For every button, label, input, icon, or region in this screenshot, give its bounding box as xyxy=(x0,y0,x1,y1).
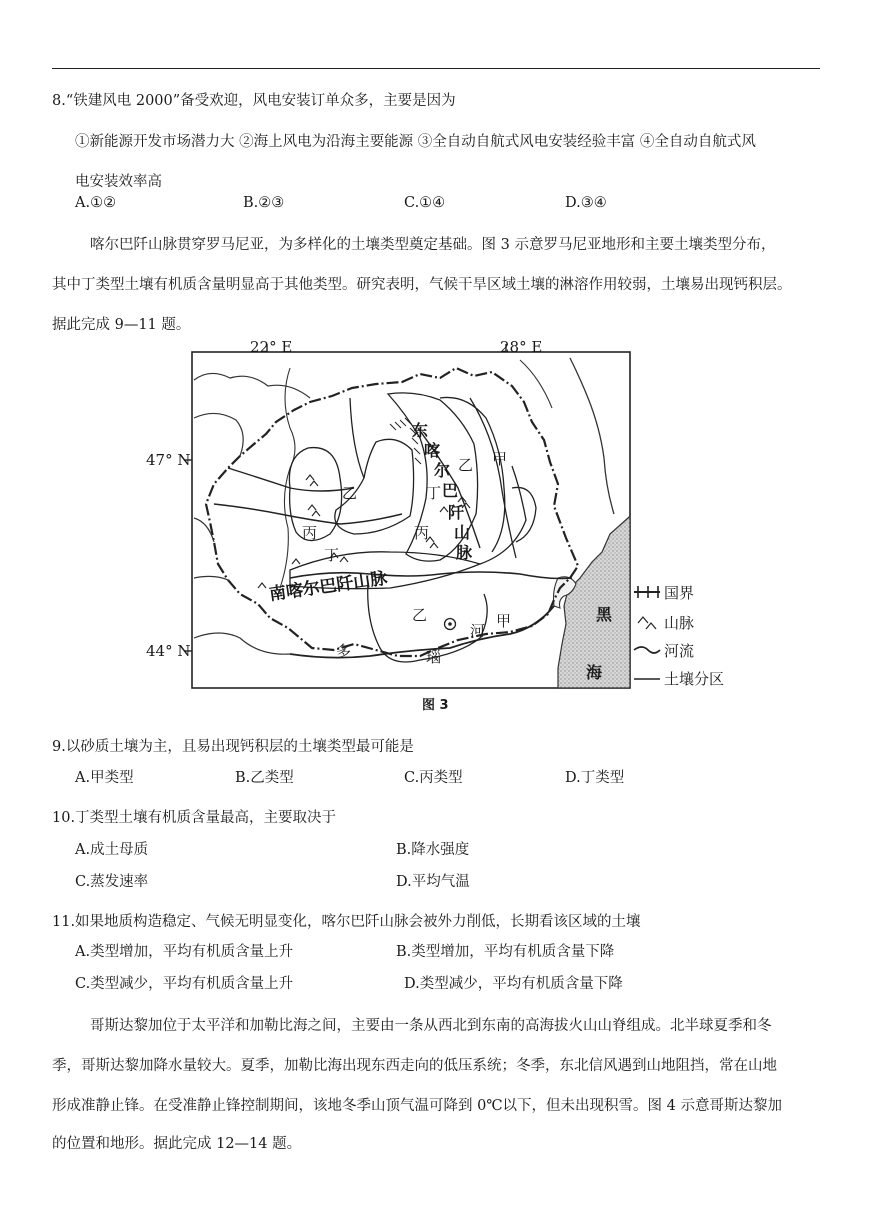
q11-option-c[interactable]: C.类型减少，平均有机质含量上升 xyxy=(75,976,294,992)
passage2-line4: 的位置和地形。据此完成 12—14 题。 xyxy=(52,1136,302,1152)
q11-option-a[interactable]: A.类型增加，平均有机质含量上升 xyxy=(75,944,294,960)
legend-national-border: 国界 xyxy=(664,584,695,602)
q8-stem: 8.“铁建风电 2000”备受欢迎，风电安装订单众多，主要是因为 xyxy=(52,93,456,109)
label-black-sea-1: 黑 xyxy=(596,605,613,624)
q8-option-c[interactable]: C.①④ xyxy=(404,195,446,211)
svg-text:山: 山 xyxy=(454,523,471,542)
q8-option-a[interactable]: A.①② xyxy=(75,195,117,211)
svg-text:尔: 尔 xyxy=(434,461,451,480)
q10-option-d[interactable]: D.平均气温 xyxy=(396,874,470,890)
q9-option-a[interactable]: A.甲类型 xyxy=(75,770,134,786)
map-legend xyxy=(634,584,724,688)
passage2-line2: 季，哥斯达黎加降水量较大。夏季，加勒比海出现东西走向的低压系统；冬季，东北信风遇到山地阻挡，常在山地 xyxy=(52,1058,777,1074)
q10-option-a[interactable]: A.成土母质 xyxy=(75,842,149,858)
figure-3-map xyxy=(140,338,740,690)
label-ding-south: 丁 xyxy=(324,546,340,564)
label-yi-east: 乙 xyxy=(458,456,474,474)
label-jia-south: 甲 xyxy=(496,612,512,630)
q9-option-c[interactable]: C.丙类型 xyxy=(404,770,463,786)
lon-label-22: 22° E xyxy=(250,338,293,356)
figure-3-caption: 图 3 xyxy=(422,698,449,713)
passage2-line1: 哥斯达黎加位于太平洋和加勒比海之间，主要由一条从西北到东南的高海拔火山山脊组成。北半球夏季和冬 xyxy=(90,1018,772,1034)
q10-option-c[interactable]: C.蒸发速率 xyxy=(75,874,149,890)
label-danube-left: 多 xyxy=(336,642,352,660)
label-danube-right: 瑙 xyxy=(426,648,442,666)
svg-text:阡: 阡 xyxy=(448,503,465,522)
label-bing-central: 丙 xyxy=(414,524,430,542)
passage1-line1: 喀尔巴阡山脉贯穿罗马尼亚，为多样化的土壤类型奠定基础。图 3 示意罗马尼亚地形和主要土壤类型分布， xyxy=(90,237,776,253)
svg-text:脉: 脉 xyxy=(456,543,473,562)
q9-stem: 9.以砂质土壤为主，且易出现钙积层的土壤类型最可能是 xyxy=(52,739,414,755)
label-yi-north: 乙 xyxy=(342,484,358,502)
passage1-line2: 其中丁类型土壤有机质含量明显高于其他类型。研究表明，气候干旱区域土壤的淋溶作用较弱，土壤易出现钙积层。 xyxy=(52,277,792,293)
q8-option-b[interactable]: B.②③ xyxy=(243,195,285,211)
legend-mountain: 山脉 xyxy=(664,614,695,632)
q9-option-d[interactable]: D.丁类型 xyxy=(565,770,625,786)
q8-option-d[interactable]: D.③④ xyxy=(565,195,607,211)
label-bing-west: 丙 xyxy=(302,524,318,542)
river-mures xyxy=(214,504,402,524)
lat-label-47: 47° N xyxy=(146,451,191,469)
label-south-carpathians: 南喀尔巴阡山脉 xyxy=(267,568,389,605)
legend-river: 河流 xyxy=(664,642,695,660)
q11-option-d[interactable]: D.类型减少，平均有机质含量下降 xyxy=(404,976,623,992)
lat-label-44: 44° N xyxy=(146,642,191,660)
label-jia-north: 甲 xyxy=(492,450,508,468)
label-ding-central: 丁 xyxy=(426,484,442,502)
q10-stem: 10.丁类型土壤有机质含量最高，主要取决于 xyxy=(52,810,337,826)
q10-option-b[interactable]: B.降水强度 xyxy=(396,842,470,858)
svg-text:巴: 巴 xyxy=(442,481,459,500)
lon-label-28: 28° E xyxy=(500,338,543,356)
passage1-line3: 据此完成 9—11 题。 xyxy=(52,317,191,333)
legend-soil-zone: 土壤分区 xyxy=(664,670,725,688)
q11-option-b[interactable]: B.类型增加，平均有机质含量下降 xyxy=(396,944,615,960)
passage2-line3: 形成准静止锋。在受准静止锋控制期间，该地冬季山顶气温可降到 0℃以下，但未出现积雪。图 4 示意哥斯达黎加 xyxy=(52,1098,782,1114)
q8-statements-line2: 电安装效率高 xyxy=(75,174,162,190)
q8-statements-line1: ①新能源开发市场潜力大 ②海上风电为沿海主要能源 ③全自动自航式风电安装经验丰富 ④全自动自航式风 xyxy=(75,134,756,150)
svg-text:喀: 喀 xyxy=(424,441,441,460)
top-rule xyxy=(52,68,820,69)
label-yi-south: 乙 xyxy=(412,606,428,624)
q9-option-b[interactable]: B.乙类型 xyxy=(235,770,294,786)
svg-text:东: 东 xyxy=(412,421,429,440)
q11-stem: 11.如果地质构造稳定、气候无明显变化，喀尔巴阡山脉会被外力削低，长期看该区域的土壤 xyxy=(52,914,641,930)
label-black-sea-2: 海 xyxy=(586,663,603,682)
label-danube: 河 xyxy=(470,622,486,640)
national-border xyxy=(206,368,578,656)
